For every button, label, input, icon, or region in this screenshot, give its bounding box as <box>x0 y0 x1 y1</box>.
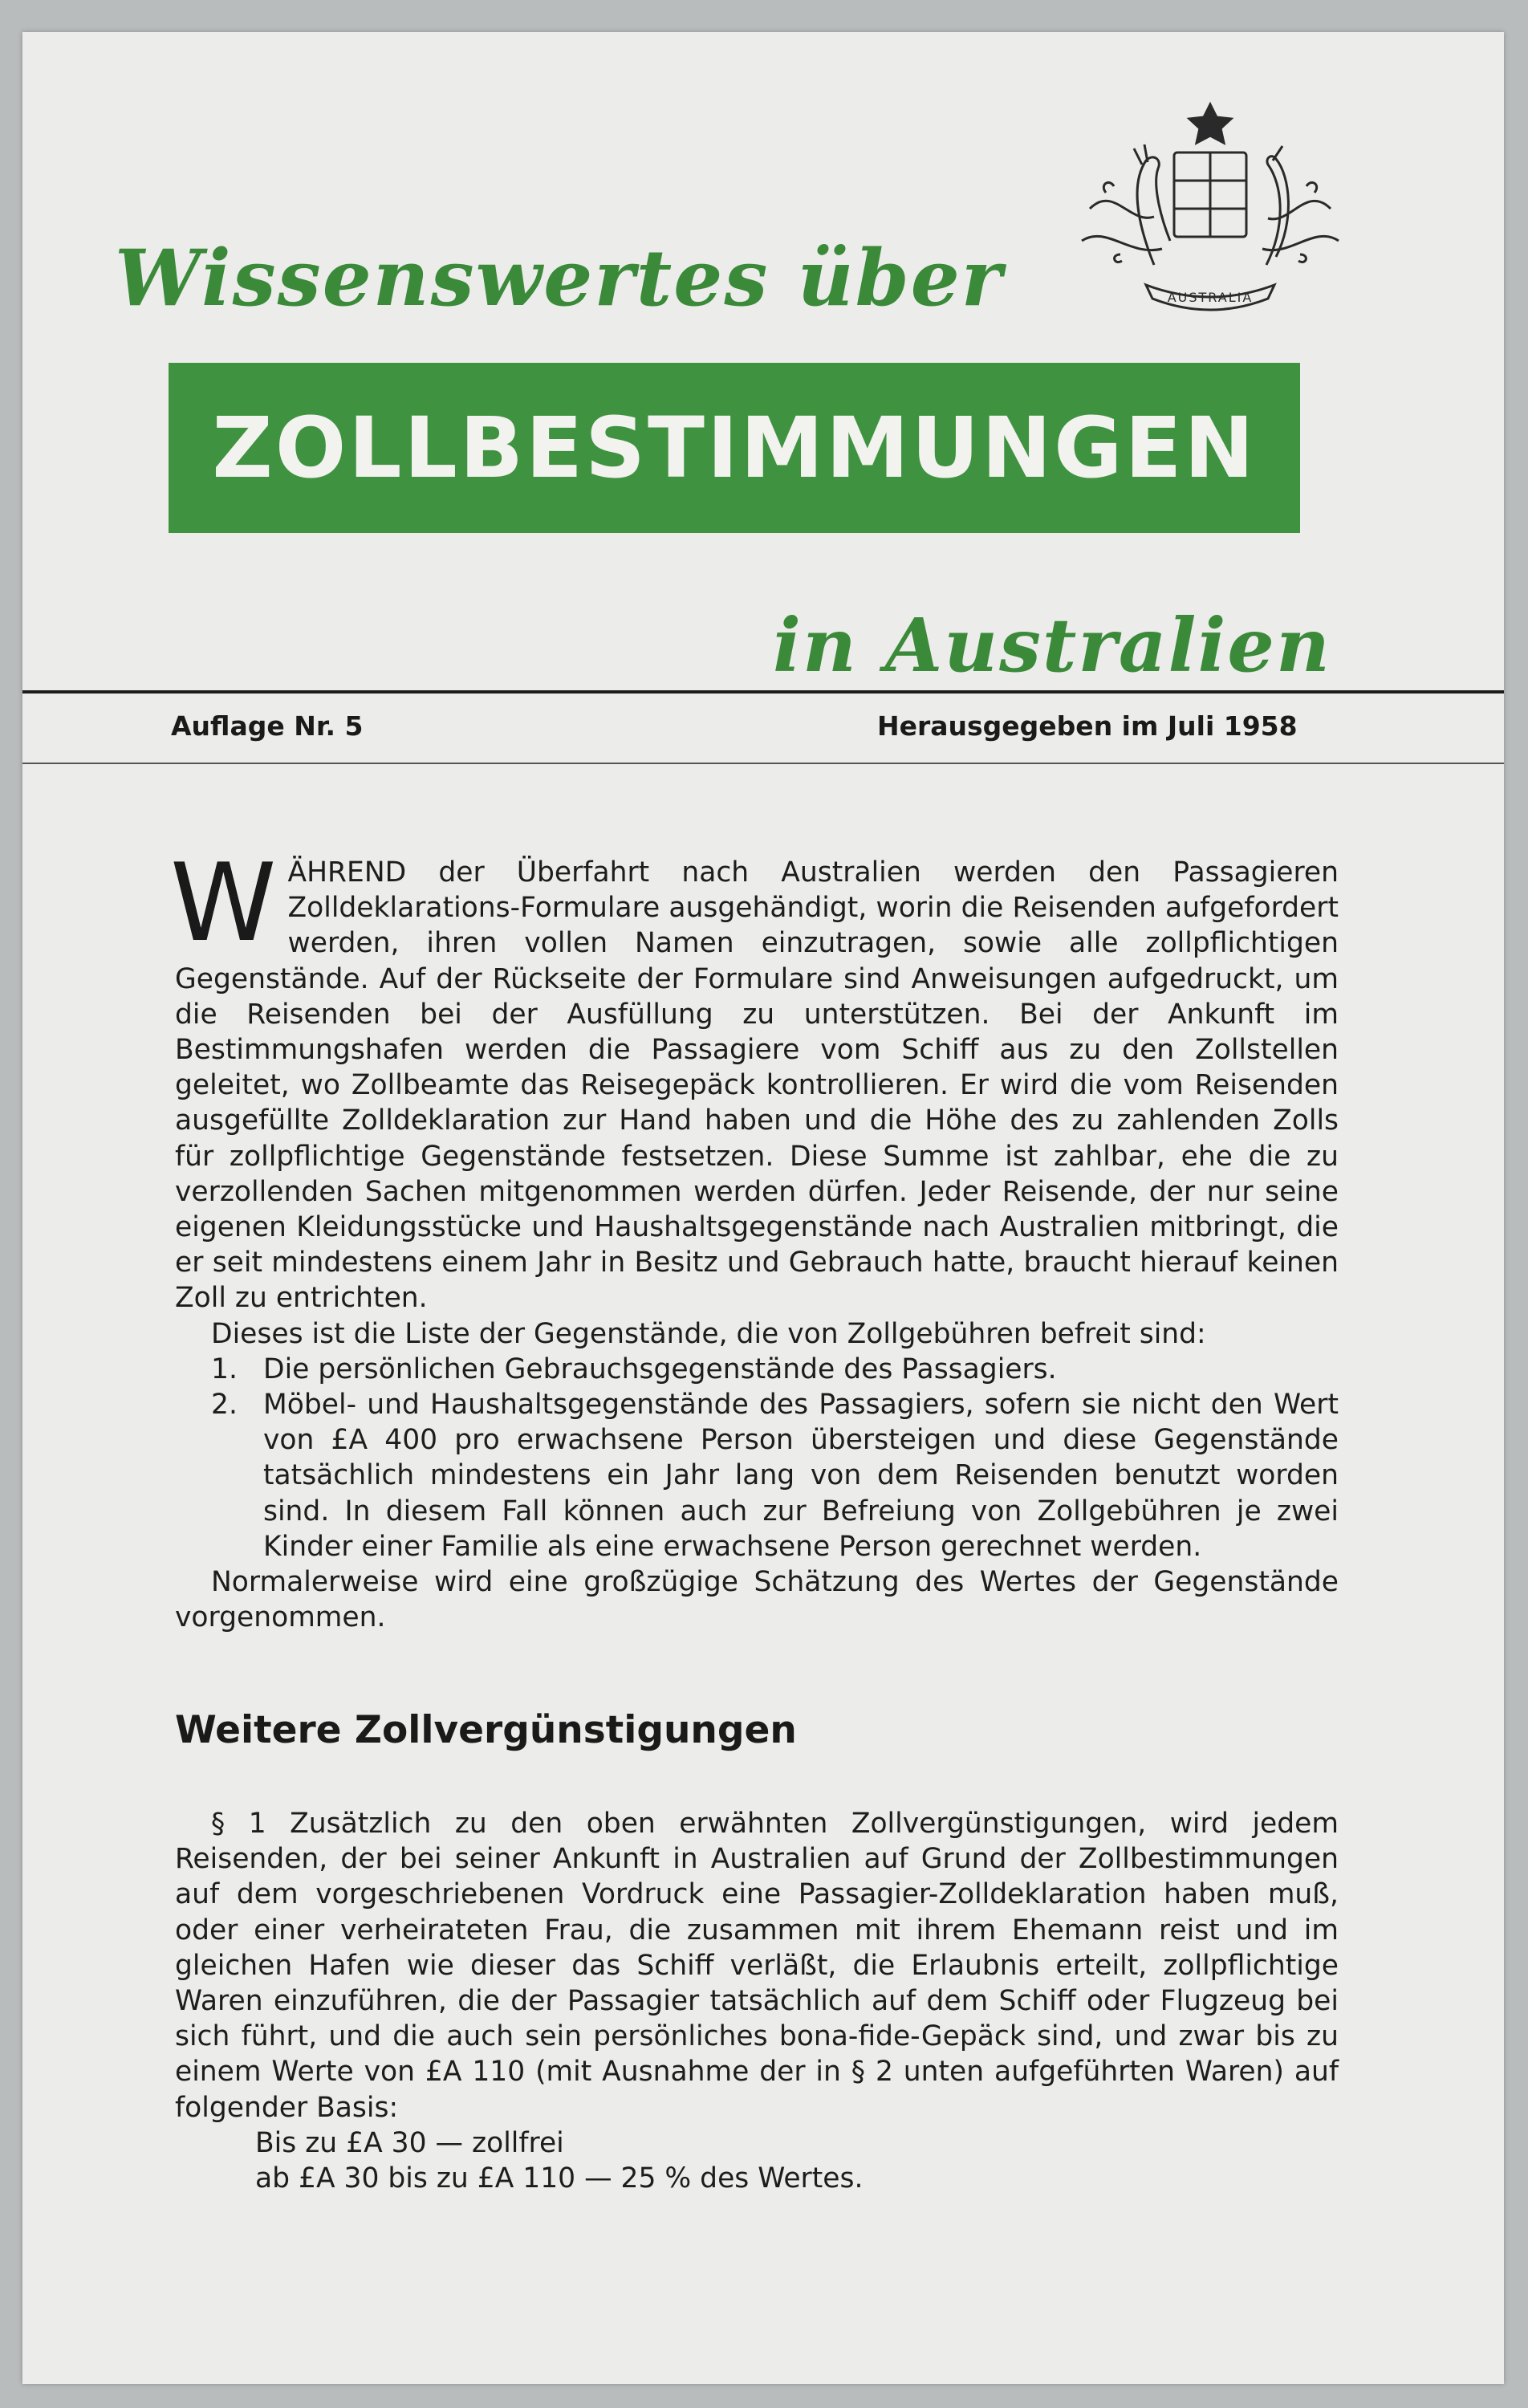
title-banner <box>169 363 1300 533</box>
edition-label: Auflage Nr. 5 <box>171 710 364 742</box>
intro-section <box>170 840 1339 1635</box>
divider-top <box>22 690 1504 694</box>
list-item: 2. Möbel- und Haushaltsgegenstände des Passagiers, sofern sie nicht den Wert von £A 400 pro erwachsene Person übersteigen und diese Gegenstände tatsächlich mindestens ein Jahr lang von dem Reisenden benutzt worden sind. In diesem Fall können auch zur Befreiung von Zollgebühren je zwei Kinder einer Familie als eine erwachsene Person gerechnet werden. <box>211 1389 1339 1563</box>
section-heading: Weitere Zollvergünstigungen <box>175 1708 797 1752</box>
concessions-section <box>175 1806 1339 2196</box>
coat-of-arms-icon <box>1058 88 1363 329</box>
crest-label: AUSTRALIA <box>1167 290 1254 305</box>
concessions-paragraph: § 1 Zusätzlich zu den oben erwähnten Zollvergünstigungen, wird jedem Reisenden, der bei seiner Ankunft in Australien auf Grund der Zollbestimmungen auf dem vorgeschriebenen Vordruck eine Passagier-Zolldeklaration haben muß, oder einer verheirateten Frau, die zusammen mit ihrem Ehemann reist und im gleichen Hafen wie dieser das Schiff verläßt, die Erlaubnis erteilt, zollpflichtige Waren einzuführen, die der Passagier tatsächlich auf dem Schiff oder Flugzeug bei sich führt, und die auch sein persönliches bona-fide-Gepäck sind, und zwar bis zu einem Werte von £A 110 (mit Ausnahme der in § 2 unten aufgeführten Waren) auf folgender Basis: <box>175 1808 1339 2124</box>
title-line-1: Wissenswertes über <box>115 233 1004 323</box>
list-item: 1. Die persönlichen Gebrauchsgegenstände des Passagiers. <box>211 1352 1057 1385</box>
intro-paragraph: ÄHREND der Überfahrt nach Australien werden den Passagieren Zolldeklarations-Formulare ausgehändigt, worin die Reisenden aufgefordert werden, ihren vollen Namen einzutragen, sowie alle zollpflichtigen Gegenstände. Auf der Rückseite der Formulare sind Anweisungen aufgedruckt, um die Reisenden bei der Ausfüllung zu unterstützen. Bei der Ankunft im Bestimmungshafen werden die Passagiere vom Schiff aus zu den Zollstellen geleitet, wo Zollbeamte das Reisegepäck kontrollieren. Er wird die vom Reisenden ausgefüllte Zolldeklaration zur Hand haben und die Höhe des zu zahlenden Zolls für zollpflichtige Gegenstände festsetzen. Diese Summe ist zahlbar, ehe die zu verzollenden Sachen mitgenommen werden dürfen. Jeder Reisende, der nur seine eigenen Kleidungsstücke und Haushaltsgegenstände nach Australien mitbringt, die er seit mindestens einem Jahr in Besitz und Gebrauch hatte, braucht hierauf keinen Zoll zu entrichten. <box>175 856 1339 1315</box>
rate-25-percent: ab £A 30 bis zu £A 110 — 25 % des Wertes. <box>255 2162 864 2195</box>
exemption-list <box>175 1352 1339 1564</box>
banner-text: ZOLLBESTIMMUNGEN <box>212 399 1257 497</box>
divider-bottom <box>22 763 1504 764</box>
rate-duty-free: Bis zu £A 30 — zollfrei <box>255 2126 564 2159</box>
brochure-page <box>22 32 1504 2384</box>
dropcap-letter: W <box>170 840 277 966</box>
exemption-list-intro: Dieses ist die Liste der Gegenstände, die von Zollgebühren befreit sind: <box>211 1317 1206 1350</box>
title-line-3: in Australien <box>773 602 1331 689</box>
valuation-note: Normalerweise wird eine großzügige Schätzung des Wertes der Gegenstände vorgenommen. <box>175 1566 1339 1634</box>
publication-date: Herausgegeben im Juli 1958 <box>877 710 1298 742</box>
